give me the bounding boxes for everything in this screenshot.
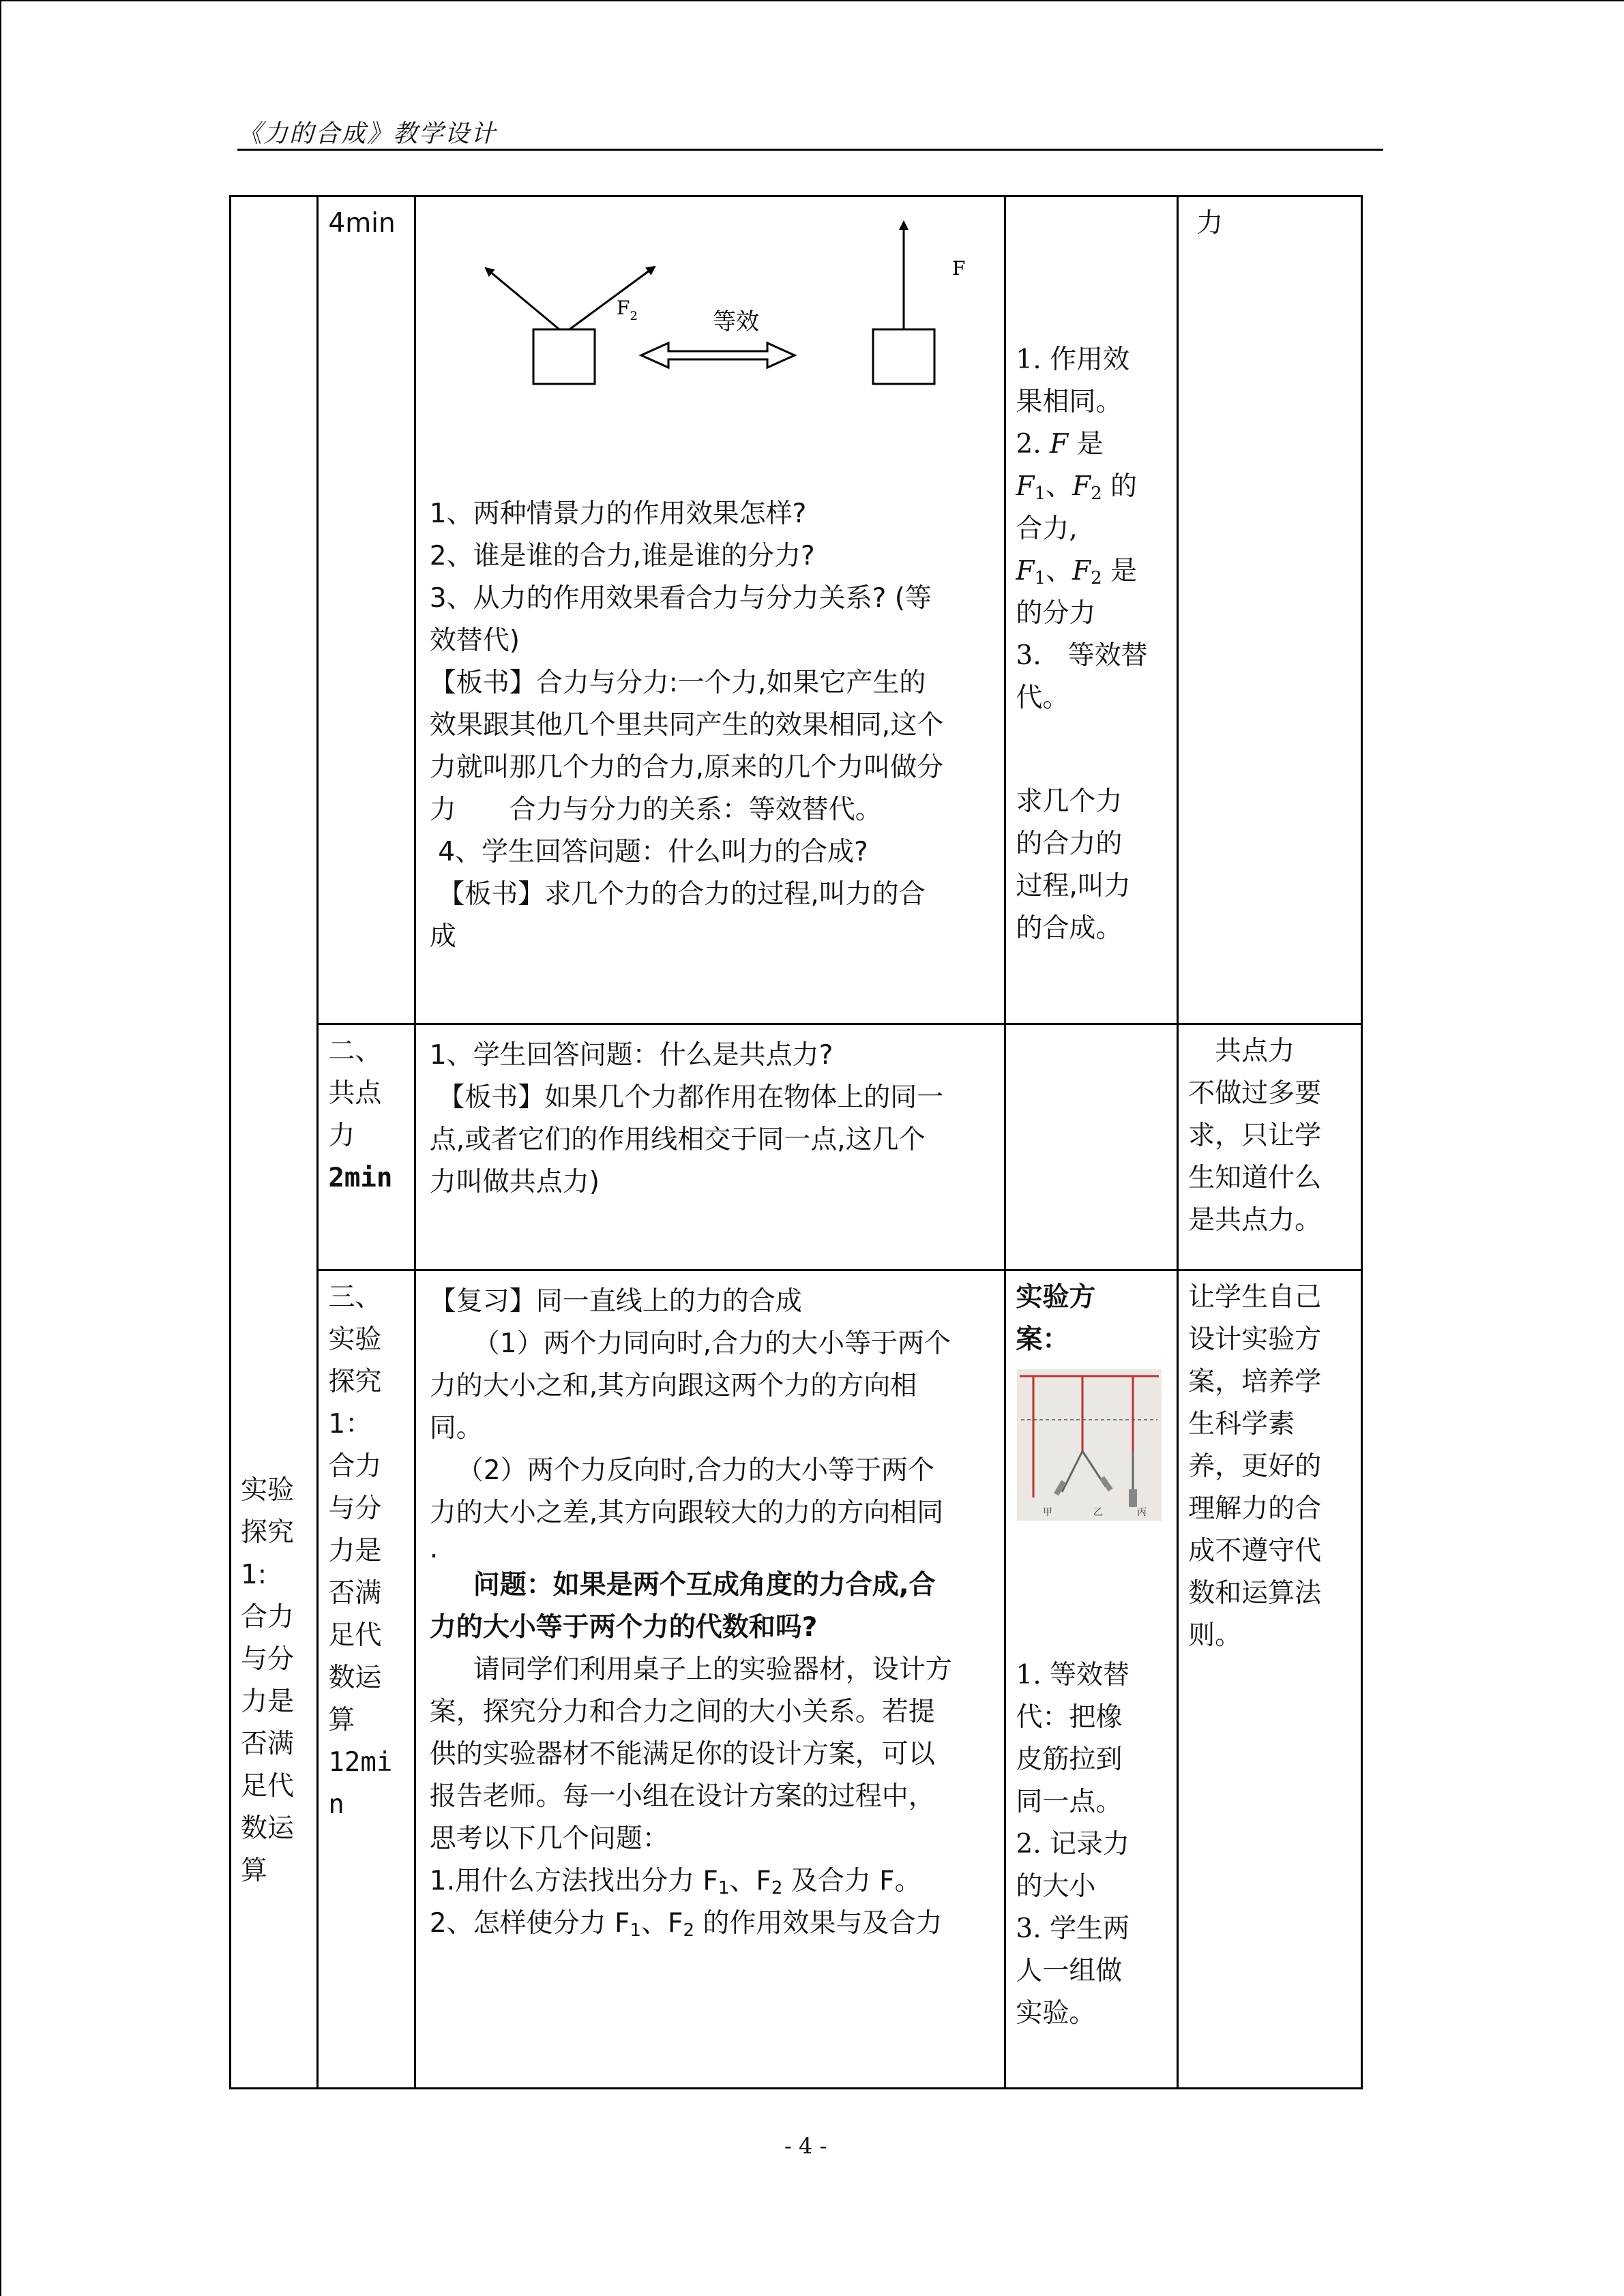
object-box-right [873,329,934,384]
student-answers: 1. 作用效 果相同。 2. F 是 $F_1$、$F_2$ 的 合力, $F_1$、$F_2$ 是 的分力 3. 等效替 代。 [1016,344,1148,713]
force-equivalence-diagram [430,207,989,432]
document-header-title: 《力的合成》教学设计 [237,120,497,148]
page-number: - 4 - [784,2133,827,2159]
table-row-equivalence [231,196,1362,1024]
design-note-cell [1178,196,1362,1024]
section-cell: 三、 实验 探究 1： 合力 与分 力是 否满 足代 数运 算 12mi n [318,1270,415,2089]
student-activity-cell: 实验方 案： 甲 乙 丙 1. 等效替 代：把橡 皮筋拉到 同一点。 2. 记录力 的大小 3. 学生两 人一组做 实验。 [1005,1270,1178,2089]
stage-label: 实验 探究 1: 合力 与分 力是 否满 足代 数运 算 [241,1475,295,1886]
force-f1-arrow [486,268,559,329]
svg-text:甲: 甲 [1043,1507,1053,1518]
design-note-cell: 共点力 不做过多要 求，只让学 生知道什么 是共点力。 [1178,1024,1362,1270]
force-f2-arrow [570,267,655,329]
questions-block: 1、两种情景力的作用效果怎样? 2、谁是谁的合力,谁是谁的分力? 3、从力的作用效果看合力与分力关系? (等 效替代) 【板书】合力与分力:一个力,如果它产生的 效果跟其他几个里共同产生的效果相同,这个 力就叫那几个力的合力,原来的几个力叫做分 力 合力与分力的关系：等效替代。 4、学生回答问题：什么叫力的合成? 【板书】求几个力的合力的过程,叫力的合 成 [429,498,944,952]
student-answers-definition: 求几个力 的合力的 过程,叫力 的合成。 [1016,786,1131,944]
svg-text:乙: 乙 [1093,1507,1104,1518]
content-cell: 1、学生回答问题：什么是共点力? 【板书】如果几个力都作用在物体上的同一 点,或者它们的作用线相交于同一点,这几个 力叫做共点力) [415,1024,1005,1270]
section-cell: 二、 共点 力 2min [318,1024,415,1270]
svg-text:丙: 丙 [1137,1507,1147,1518]
design-note-cell: 让学生自己 设计实验方 案，培养学 生科学素 养，更好的 理解力的合 成不遵守代 数和运算法 则。 [1178,1270,1362,2089]
design-note: 力 [1196,208,1224,239]
time-cell [318,196,415,1024]
content-cell: 【复习】同一直线上的力的合成 （1）两个力同向时,合力的大小等于两个 力的大小之和,其方向跟这两个力的方向相 同。 （2）两个力反向时,合力的大小等于两个 力的大小之差,其方向跟较大的力的方向相同 . 问题：如果是两个互成角度的力合成,合 力的大小等于两个力的代数和吗? 请同学们利用桌子上的实验器材，设计方 案，探究分力和合力之间的大小关系。若提 供的实验器材不能满足你的设计方案，可以 报告老师。每一小组在设计方案的过程中， 思考以下几个问题： 1.用什么方法找出分力 $F_1$、$F_2$ 及合力 F。 2、怎样使分力 $F_1$、$F_2$ 的作用效果与及合力 [415,1270,1005,2089]
experiment-steps: 1. 等效替 代：把橡 皮筋拉到 同一点。 2. 记录力 的大小 3. 学生两 人一组做 实验。 [1016,1660,1130,2029]
stage-column-cell [231,196,318,2089]
experiment-setup-photo [1017,1369,1162,1521]
student-activity-cell [1005,1024,1178,1270]
table-row-concurrent-forces [231,1024,1362,1270]
double-arrow [641,343,795,368]
time-label: 4min [328,208,396,239]
object-box-left [533,329,595,384]
table-row-experiment [231,1270,1362,2089]
content-cell [415,196,1005,1024]
header-rule [237,149,1383,151]
equivalent-label: 等效 [712,308,759,336]
student-activity-cell [1005,196,1178,1024]
lesson-plan-table [229,195,1363,2089]
resultant-f-label: F [951,257,966,280]
f2-label: $F_2$ [616,297,638,323]
